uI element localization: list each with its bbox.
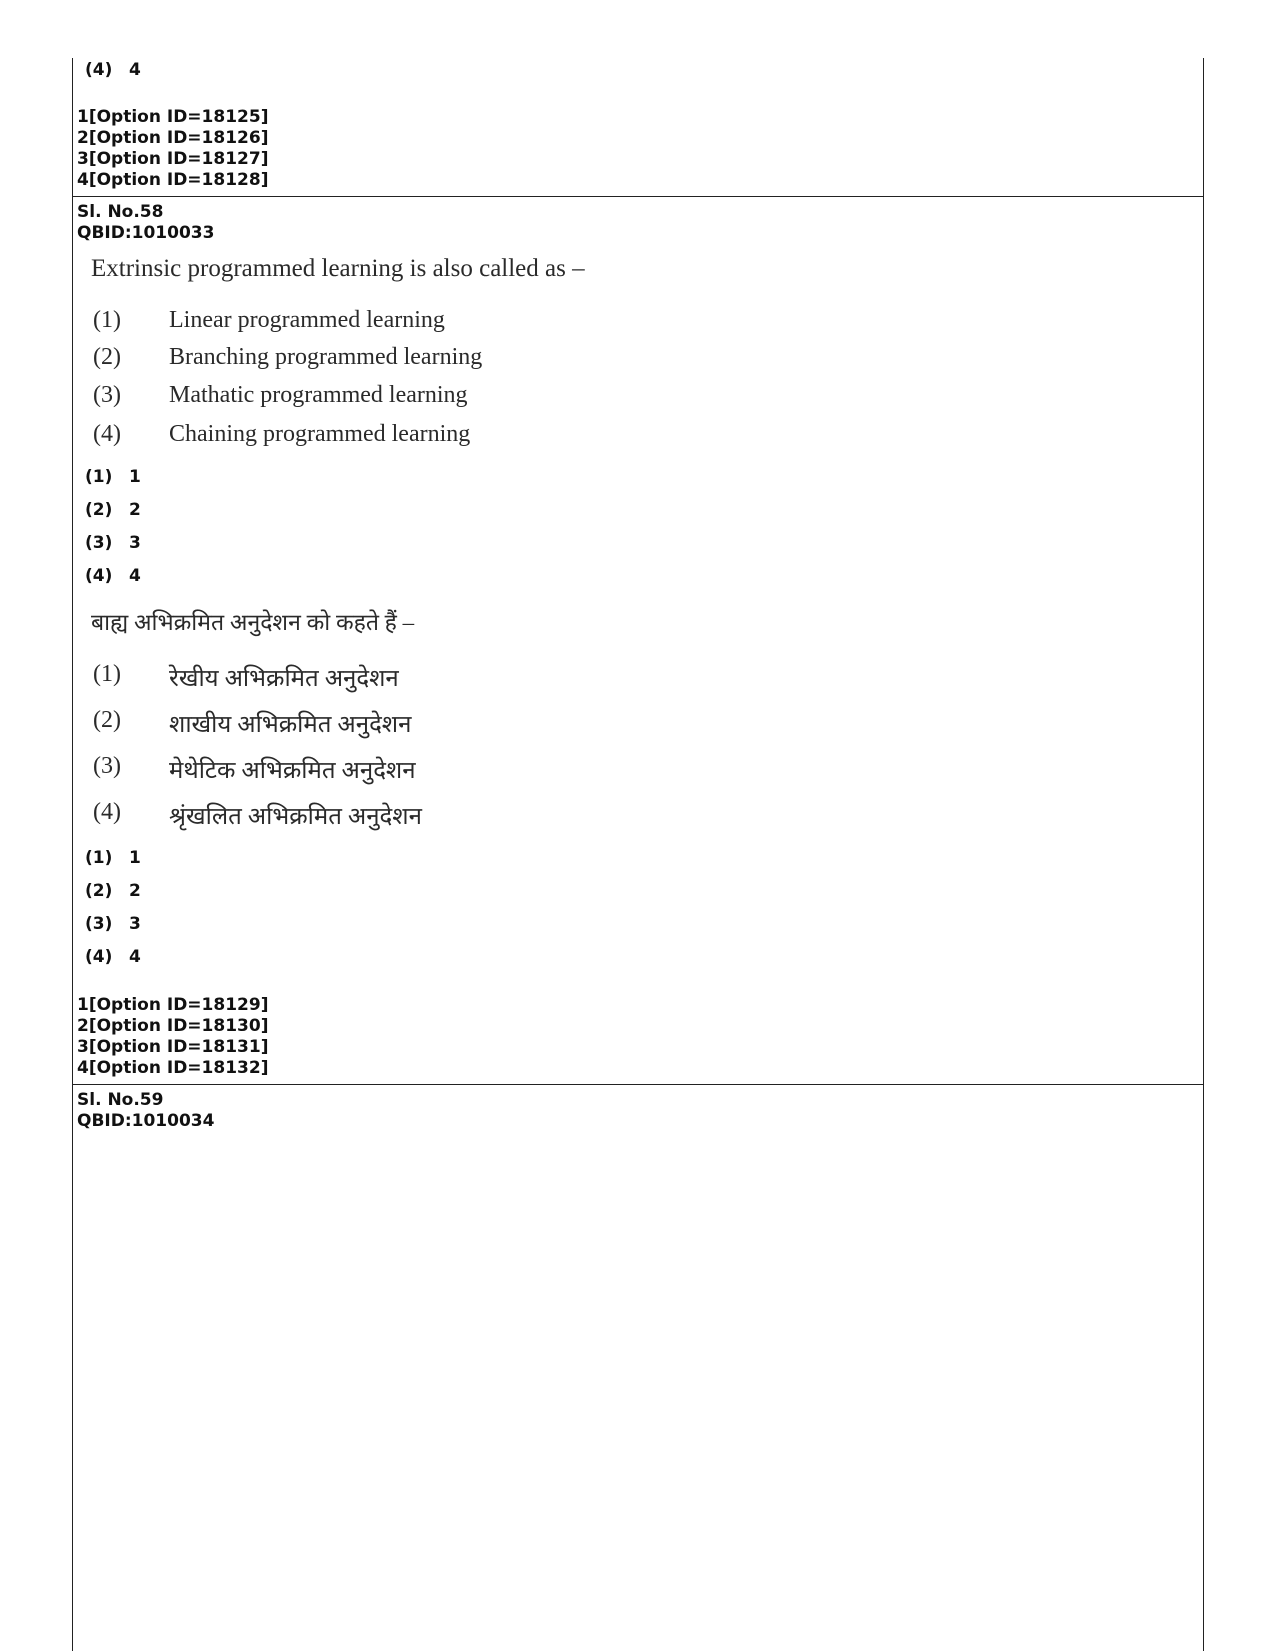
option-number: (2) bbox=[93, 707, 121, 733]
serial-number: Sl. No.59 bbox=[77, 1090, 164, 1110]
answer-number: (4) bbox=[85, 60, 113, 80]
section-divider bbox=[73, 1084, 1203, 1085]
option-id: 4[Option ID=18128] bbox=[77, 170, 269, 190]
answer-value: 4 bbox=[129, 566, 141, 586]
option-number: (1) bbox=[93, 307, 121, 333]
option-id: 1[Option ID=18129] bbox=[77, 995, 269, 1015]
answer-value: 2 bbox=[129, 881, 141, 901]
option-number: (2) bbox=[93, 344, 121, 370]
option-number: (4) bbox=[93, 421, 121, 447]
question-text-hi: बाह्य अभिक्रमित अनुदेशन को कहते हैं – bbox=[91, 610, 415, 635]
option-id: 4[Option ID=18132] bbox=[77, 1058, 269, 1078]
answer-number: (3) bbox=[85, 533, 113, 553]
option-id-list bbox=[77, 107, 268, 191]
answer-row bbox=[85, 60, 141, 80]
option-id: 2[Option ID=18126] bbox=[77, 128, 269, 148]
answer-row bbox=[85, 533, 141, 553]
option-text: Mathatic programmed learning bbox=[169, 382, 468, 408]
answer-row bbox=[85, 467, 141, 487]
option-number: (1) bbox=[93, 661, 121, 687]
option-id: 3[Option ID=18127] bbox=[77, 149, 269, 169]
answer-number: (1) bbox=[85, 467, 113, 487]
option-text: Chaining programmed learning bbox=[169, 421, 471, 447]
option-text: Linear programmed learning bbox=[169, 307, 445, 333]
answer-value: 4 bbox=[129, 60, 141, 80]
question-paper-frame bbox=[72, 58, 1204, 1651]
qbid: QBID:1010033 bbox=[77, 223, 215, 243]
answer-number: (1) bbox=[85, 848, 113, 868]
answer-row bbox=[85, 500, 141, 520]
answer-number: (4) bbox=[85, 566, 113, 586]
answer-row bbox=[85, 914, 141, 934]
option-text: रेखीय अभिक्रमित अनुदेशन bbox=[169, 666, 399, 692]
answer-value: 1 bbox=[129, 848, 141, 868]
answer-row bbox=[85, 947, 141, 967]
option-text: शाखीय अभिक्रमित अनुदेशन bbox=[169, 712, 412, 738]
serial-number: Sl. No.58 bbox=[77, 202, 164, 222]
option-id: 1[Option ID=18125] bbox=[77, 107, 269, 127]
option-number: (4) bbox=[93, 799, 121, 825]
question-header bbox=[77, 202, 214, 244]
option-text: Branching programmed learning bbox=[169, 344, 483, 370]
qbid: QBID:1010034 bbox=[77, 1111, 215, 1131]
answer-number: (2) bbox=[85, 881, 113, 901]
answer-value: 3 bbox=[129, 914, 141, 934]
answer-value: 2 bbox=[129, 500, 141, 520]
answer-row bbox=[85, 848, 141, 868]
option-id: 2[Option ID=18130] bbox=[77, 1016, 269, 1036]
option-text: मेथेटिक अभिक्रमित अनुदेशन bbox=[169, 758, 416, 784]
option-id: 3[Option ID=18131] bbox=[77, 1037, 269, 1057]
question-header bbox=[77, 1090, 214, 1132]
option-text: श्रृंखलित अभिक्रमित अनुदेशन bbox=[169, 804, 422, 830]
question-text-en: Extrinsic programmed learning is also called as – bbox=[91, 255, 585, 282]
answer-value: 1 bbox=[129, 467, 141, 487]
answer-row bbox=[85, 881, 141, 901]
answer-number: (3) bbox=[85, 914, 113, 934]
answer-value: 3 bbox=[129, 533, 141, 553]
answer-number: (2) bbox=[85, 500, 113, 520]
option-id-list bbox=[77, 995, 268, 1079]
answer-value: 4 bbox=[129, 947, 141, 967]
section-divider bbox=[73, 196, 1203, 197]
answer-number: (4) bbox=[85, 947, 113, 967]
option-number: (3) bbox=[93, 753, 121, 779]
option-number: (3) bbox=[93, 382, 121, 408]
answer-row bbox=[85, 566, 141, 586]
